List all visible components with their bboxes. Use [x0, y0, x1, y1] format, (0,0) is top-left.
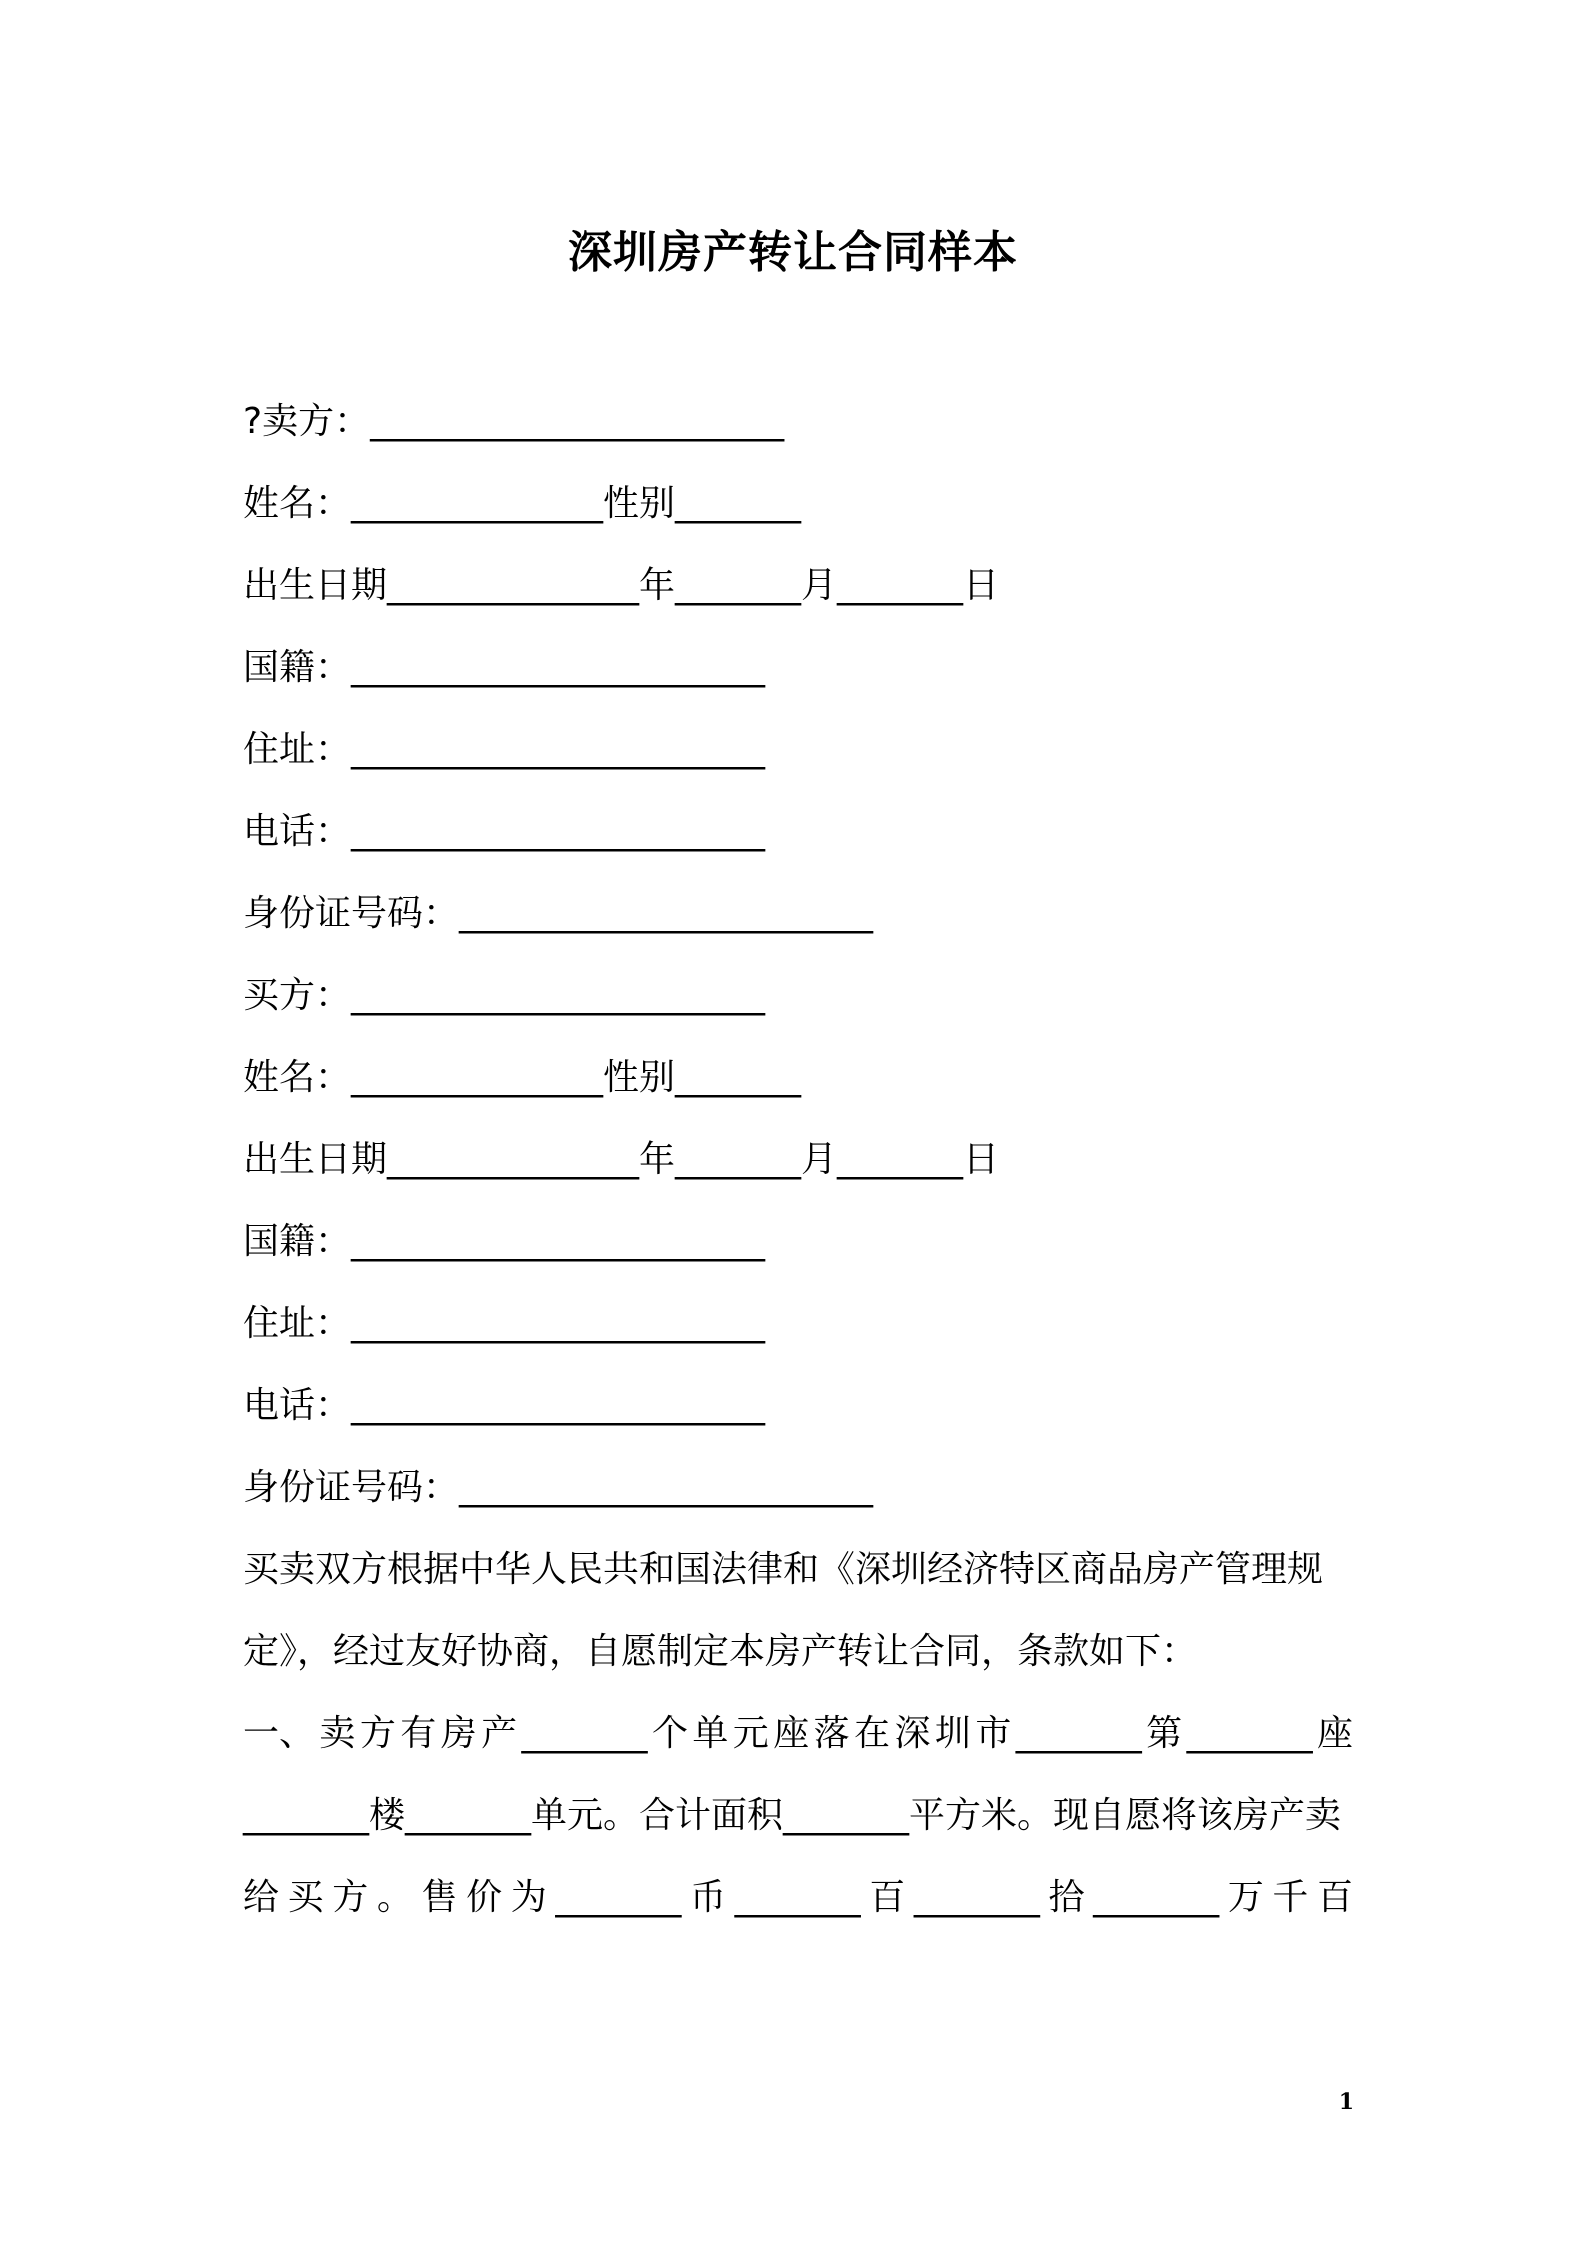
- clause-text-segment: _______: [1186, 1713, 1313, 1754]
- clause-text-segment: 百: [1316, 1877, 1353, 1918]
- buyer-nationality-line: 国籍：_______________________: [243, 1221, 766, 1262]
- seller-nationality-line: 国籍：_______________________: [243, 647, 766, 688]
- clause-text-segment: _______: [555, 1877, 682, 1918]
- page-title: 深圳房产转让合同样本: [568, 227, 1018, 278]
- clause-1-line-1: [243, 1713, 1353, 1754]
- clause-text-segment: 圳: [934, 1713, 971, 1754]
- clause-text-segment: 千: [1272, 1877, 1309, 1918]
- clause-text-segment: _______: [734, 1877, 861, 1918]
- clause-text-segment: 币: [689, 1877, 726, 1918]
- seller-id-line: 身份证号码：_______________________: [243, 893, 874, 934]
- clause-text-segment: 市: [975, 1713, 1012, 1754]
- buyer-heading: 买方：_______________________: [243, 975, 766, 1016]
- clause-text-segment: 座: [773, 1713, 810, 1754]
- page-number: 1: [1338, 2089, 1354, 2115]
- clause-text-segment: 在: [854, 1713, 891, 1754]
- clause-text-segment: 房: [440, 1713, 477, 1754]
- clause-text-segment: 方: [359, 1713, 396, 1754]
- clause-text-segment: 。: [376, 1877, 413, 1918]
- seller-address-line: 住址：_______________________: [243, 729, 766, 770]
- clause-text-segment: 元: [732, 1713, 769, 1754]
- clause-text-segment: 单: [692, 1713, 729, 1754]
- clause-text-segment: 深: [894, 1713, 931, 1754]
- clause-text-segment: 价: [466, 1877, 503, 1918]
- clause-text-segment: 座: [1316, 1713, 1353, 1754]
- clause-text-segment: 一、: [243, 1713, 316, 1754]
- buyer-id-line: 身份证号码：_______________________: [243, 1467, 874, 1508]
- clause-text-segment: _______: [1093, 1877, 1220, 1918]
- clause-text-segment: 百: [869, 1877, 906, 1918]
- buyer-phone-line: 电话：_______________________: [243, 1385, 766, 1426]
- seller-name-line: 姓名：______________性别_______: [243, 483, 802, 524]
- intro-paragraph-line-2: 定》，经过友好协商，自愿制定本房产转让合同，条款如下：: [243, 1631, 1198, 1672]
- clause-text-segment: _______: [913, 1877, 1040, 1918]
- seller-phone-line: 电话：_______________________: [243, 811, 766, 852]
- intro-paragraph-line-1: 买卖双方根据中华人民共和国法律和《深圳经济特区商品房产管理规: [243, 1549, 1324, 1590]
- clause-text-segment: 有: [400, 1713, 437, 1754]
- clause-text-segment: _______: [1015, 1713, 1142, 1754]
- clause-text-segment: 第: [1146, 1713, 1183, 1754]
- clause-text-segment: 产: [481, 1713, 518, 1754]
- clause-text-segment: 个: [651, 1713, 688, 1754]
- clause-text-segment: 买: [287, 1877, 324, 1918]
- buyer-name-line: 姓名：______________性别_______: [243, 1057, 802, 1098]
- seller-heading: ?卖方：_______________________: [243, 401, 785, 442]
- clause-text-segment: 方: [332, 1877, 369, 1918]
- clause-text-segment: 售: [421, 1877, 458, 1918]
- clause-text-segment: 万: [1227, 1877, 1264, 1918]
- buyer-birth-line: 出生日期______________年_______月_______日: [243, 1139, 1000, 1180]
- clause-text-segment: 卖: [319, 1713, 356, 1754]
- clause-text-segment: 拾: [1048, 1877, 1085, 1918]
- clause-text-segment: 给: [243, 1877, 280, 1918]
- clause-1-line-3: [243, 1877, 1353, 1918]
- clause-text-segment: 落: [813, 1713, 850, 1754]
- clause-text-segment: _______: [521, 1713, 648, 1754]
- clause-text-segment: 为: [510, 1877, 547, 1918]
- buyer-address-line: 住址：_______________________: [243, 1303, 766, 1344]
- seller-birth-line: 出生日期______________年_______月_______日: [243, 565, 1000, 606]
- clause-1-line-2: _______楼_______单元。合计面积_______平方米。现自愿将该房产卖: [243, 1795, 1342, 1836]
